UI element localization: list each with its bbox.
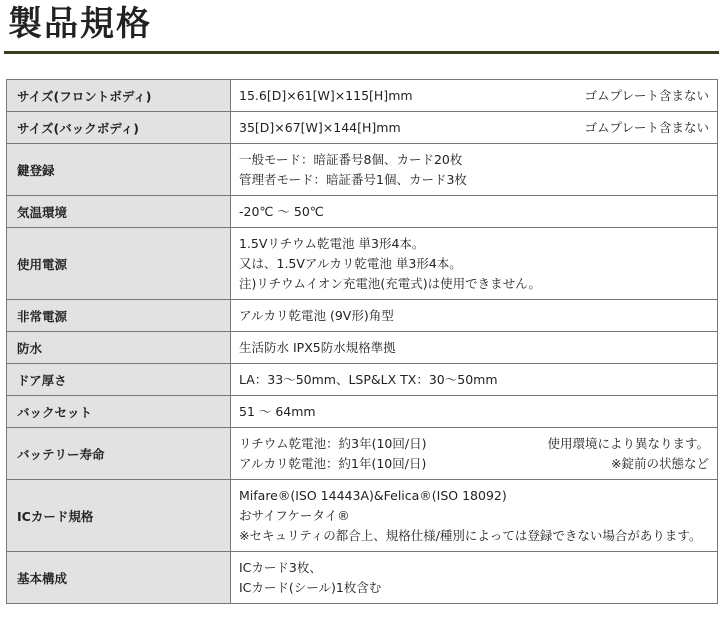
spec-value-line: 注)リチウムイオン充電池(充電式)は使用できません。	[239, 275, 541, 291]
spec-row-emergency-power	[7, 300, 718, 332]
spec-value-line: 一般モード：暗証番号8個、カード20枚	[239, 151, 463, 167]
spec-value	[231, 228, 718, 300]
spec-row-waterproof	[7, 332, 718, 364]
spec-value-line: LA：33〜50mm、LSP&LX TX：30〜50mm	[239, 371, 498, 387]
spec-value	[231, 428, 718, 480]
spec-value-line: アルカリ乾電池：約1年(10回/日)	[239, 455, 427, 471]
spec-label: ICカード規格	[7, 480, 231, 552]
spec-label: 基本構成	[7, 552, 231, 604]
spec-note: ゴムプレート含まない	[584, 87, 709, 103]
spec-value	[231, 300, 718, 332]
spec-value-line: 又は、1.5Vアルカリ乾電池 単3形4本。	[239, 255, 462, 271]
spec-value	[231, 196, 718, 228]
spec-row-power	[7, 228, 718, 300]
spec-row-battery-life	[7, 428, 718, 480]
spec-value-line: 35[D]×67[W]×144[H]mm	[239, 119, 401, 135]
spec-row-ic-card	[7, 480, 718, 552]
spec-label: 防水	[7, 332, 231, 364]
spec-value-line: ICカード(シール)1枚含む	[239, 579, 382, 595]
spec-value-line: ICカード3枚、	[239, 559, 322, 575]
spec-label: 使用電源	[7, 228, 231, 300]
spec-value	[231, 144, 718, 196]
spec-value-line: 51 〜 64mm	[239, 403, 316, 419]
spec-value-line: おサイフケータイ®	[239, 507, 350, 523]
spec-row-door-thickness	[7, 364, 718, 396]
spec-note: ゴムプレート含まない	[584, 119, 709, 135]
spec-label: 非常電源	[7, 300, 231, 332]
spec-row-size-front	[7, 80, 718, 112]
spec-value	[231, 552, 718, 604]
spec-row-backset	[7, 396, 718, 428]
spec-value-line: 管理者モード：暗証番号1個、カード3枚	[239, 171, 467, 187]
spec-value-line: リチウム乾電池：約3年(10回/日)	[239, 435, 427, 451]
spec-note: ※錠前の状態など	[611, 455, 709, 471]
spec-value-line: Mifare®(ISO 14443A)&Felica®(ISO 18092)	[239, 487, 507, 503]
spec-row-temperature	[7, 196, 718, 228]
spec-value	[231, 80, 718, 112]
spec-table	[6, 79, 718, 604]
spec-value-line: ※セキュリティの都合上、規格仕様/種別によっては登録できない場合があります。	[239, 527, 702, 543]
spec-value	[231, 112, 718, 144]
spec-label: サイズ(フロントボディ)	[7, 80, 231, 112]
title-underline	[4, 51, 719, 54]
spec-label: 気温環境	[7, 196, 231, 228]
spec-row-size-back	[7, 112, 718, 144]
spec-value-line: 1.5Vリチウム乾電池 単3形4本。	[239, 235, 425, 251]
spec-label: サイズ(バックボディ)	[7, 112, 231, 144]
spec-row-key-registration	[7, 144, 718, 196]
spec-label: ドア厚さ	[7, 364, 231, 396]
spec-label: 鍵登録	[7, 144, 231, 196]
spec-value	[231, 396, 718, 428]
page-title: 製品規格	[8, 4, 152, 44]
spec-value-line: アルカリ乾電池 (9V形)角型	[239, 307, 394, 323]
spec-value	[231, 332, 718, 364]
spec-label: バックセット	[7, 396, 231, 428]
spec-value	[231, 364, 718, 396]
spec-value-line: -20℃ 〜 50℃	[239, 203, 324, 219]
spec-value-line: 生活防水 IPX5防水規格準拠	[239, 339, 396, 355]
spec-value	[231, 480, 718, 552]
spec-value-line: 15.6[D]×61[W]×115[H]mm	[239, 87, 413, 103]
spec-row-basic-config	[7, 552, 718, 604]
spec-label: バッテリー寿命	[7, 428, 231, 480]
spec-note: 使用環境により異なります。	[547, 435, 709, 451]
